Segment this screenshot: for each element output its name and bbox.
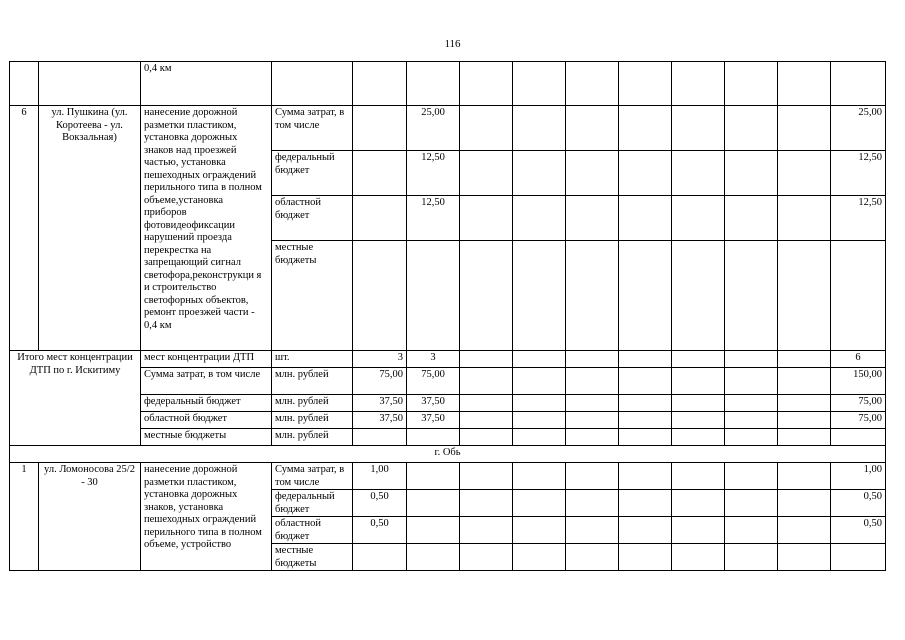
row-number: 6 — [10, 106, 39, 351]
value-cell — [778, 196, 831, 241]
value-cell — [672, 395, 725, 412]
value-cell — [725, 463, 778, 490]
value-cell — [619, 196, 672, 241]
value-cell — [725, 395, 778, 412]
table-row — [10, 463, 886, 490]
value-cell — [725, 544, 778, 571]
value-cell — [407, 490, 460, 517]
value-cell — [566, 106, 619, 151]
value-cell: 75,00 — [407, 368, 460, 395]
value-cell — [460, 151, 513, 196]
value-cell — [460, 351, 513, 368]
total-cell — [831, 429, 886, 446]
value-cell — [513, 151, 566, 196]
location-name: ул. Ломоносова 25/2 - 30 — [39, 463, 141, 571]
value-cell — [725, 196, 778, 241]
value-cell — [407, 241, 460, 351]
table-cell — [566, 62, 619, 106]
value-cell — [619, 368, 672, 395]
table-row — [10, 62, 886, 106]
table-cell — [10, 62, 39, 106]
total-cell — [831, 241, 886, 351]
table-cell — [778, 62, 831, 106]
value-cell — [460, 196, 513, 241]
table-cell — [831, 62, 886, 106]
value-cell — [460, 241, 513, 351]
value-cell — [672, 429, 725, 446]
table-cell — [353, 62, 407, 106]
table-cell — [619, 62, 672, 106]
total-label: Сумма затрат, в том числе — [141, 368, 272, 395]
value-cell — [566, 544, 619, 571]
value-cell: 1,00 — [353, 463, 407, 490]
table-row — [10, 395, 886, 412]
value-cell — [566, 429, 619, 446]
value-cell — [407, 517, 460, 544]
value-cell — [619, 490, 672, 517]
value-cell — [566, 151, 619, 196]
total-title: Итого мест концентрации ДТП по г. Искитиму — [10, 351, 141, 446]
value-cell — [619, 351, 672, 368]
value-cell — [460, 429, 513, 446]
value-cell — [619, 429, 672, 446]
value-cell — [619, 106, 672, 151]
value-cell — [725, 351, 778, 368]
value-cell: 25,00 — [407, 106, 460, 151]
value-cell — [513, 429, 566, 446]
value-cell — [566, 517, 619, 544]
table-row — [10, 106, 886, 151]
table-row — [10, 429, 886, 446]
value-cell — [725, 368, 778, 395]
unit-cell: млн. рублей — [272, 429, 353, 446]
value-cell — [460, 106, 513, 151]
value-cell — [672, 196, 725, 241]
value-cell — [672, 517, 725, 544]
value-cell — [566, 412, 619, 429]
value-cell — [460, 463, 513, 490]
value-cell — [353, 151, 407, 196]
value-cell — [778, 368, 831, 395]
value-cell — [672, 412, 725, 429]
value-cell — [566, 490, 619, 517]
table-row — [10, 368, 886, 395]
cost-label: Сумма затрат, в том числе — [272, 106, 353, 151]
page-number: 116 — [444, 38, 461, 50]
value-cell — [513, 544, 566, 571]
cost-label: областной бюджет — [272, 517, 353, 544]
value-cell — [353, 241, 407, 351]
value-cell — [460, 412, 513, 429]
value-cell — [778, 395, 831, 412]
section-title: г. Обь — [10, 446, 886, 463]
total-cell: 0,50 — [831, 517, 886, 544]
value-cell — [513, 395, 566, 412]
value-cell — [725, 429, 778, 446]
value-cell: 75,00 — [353, 368, 407, 395]
total-cell: 12,50 — [831, 196, 886, 241]
cost-label: федеральный бюджет — [272, 490, 353, 517]
value-cell — [672, 351, 725, 368]
total-cell: 12,50 — [831, 151, 886, 196]
value-cell: 12,50 — [407, 151, 460, 196]
measure-tail: 0,4 км — [141, 62, 272, 106]
table-cell — [39, 62, 141, 106]
unit-cell: млн. рублей — [272, 412, 353, 429]
value-cell — [513, 368, 566, 395]
value-cell: 3 — [407, 351, 460, 368]
value-cell — [513, 241, 566, 351]
measures-text: нанесение дорожной разметки пластиком, установка дорожных знаков над проезжей частью, установка пешеходных ограждений перильного типа в полном объеме,установка приборов фотовидеофиксации нарушений проезда перекрестка на запрещающий сигнал светофора,реконструкци я и строительство светофорных объектов, ремонт проезжей части - 0,4 км — [141, 106, 272, 351]
value-cell — [566, 241, 619, 351]
value-cell — [353, 196, 407, 241]
value-cell — [778, 463, 831, 490]
cost-label: федеральный бюджет — [272, 151, 353, 196]
program-table — [9, 61, 886, 571]
value-cell: 12,50 — [407, 196, 460, 241]
value-cell — [778, 241, 831, 351]
value-cell — [619, 517, 672, 544]
value-cell — [672, 151, 725, 196]
value-cell — [566, 368, 619, 395]
value-cell — [619, 241, 672, 351]
value-cell — [778, 106, 831, 151]
value-cell — [725, 412, 778, 429]
value-cell — [778, 412, 831, 429]
total-cell — [831, 544, 886, 571]
value-cell — [566, 395, 619, 412]
value-cell — [672, 368, 725, 395]
cost-label: местные бюджеты — [272, 544, 353, 571]
value-cell — [460, 368, 513, 395]
total-cell: 75,00 — [831, 412, 886, 429]
table-row — [10, 412, 886, 429]
total-label: областной бюджет — [141, 412, 272, 429]
value-cell: 0,50 — [353, 490, 407, 517]
total-label: федеральный бюджет — [141, 395, 272, 412]
value-cell — [619, 412, 672, 429]
table-cell — [272, 62, 353, 106]
value-cell — [407, 429, 460, 446]
value-cell — [672, 106, 725, 151]
unit-cell: млн. рублей — [272, 395, 353, 412]
value-cell — [407, 463, 460, 490]
value-cell — [460, 490, 513, 517]
unit-cell: млн. рублей — [272, 368, 353, 395]
row-number: 1 — [10, 463, 39, 571]
value-cell — [513, 351, 566, 368]
value-cell — [778, 351, 831, 368]
value-cell — [778, 490, 831, 517]
total-label: местные бюджеты — [141, 429, 272, 446]
measures-text: нанесение дорожной разметки пластиком, установка дорожных знаков, установка пешеходных ограждений перильного типа в полном объеме, устройство — [141, 463, 272, 571]
value-cell — [407, 544, 460, 571]
table-row — [10, 351, 886, 368]
cost-label: местные бюджеты — [272, 241, 353, 351]
value-cell — [725, 241, 778, 351]
value-cell — [353, 429, 407, 446]
location-name: ул. Пушкина (ул. Коротеева - ул. Вокзальная) — [39, 106, 141, 351]
value-cell — [725, 106, 778, 151]
value-cell — [619, 151, 672, 196]
total-cell: 0,50 — [831, 490, 886, 517]
table-cell — [725, 62, 778, 106]
value-cell: 37,50 — [407, 412, 460, 429]
table-row — [10, 446, 886, 463]
value-cell — [353, 106, 407, 151]
value-cell — [672, 490, 725, 517]
value-cell — [566, 351, 619, 368]
value-cell — [672, 241, 725, 351]
table-cell — [672, 62, 725, 106]
value-cell — [778, 517, 831, 544]
value-cell: 37,50 — [353, 395, 407, 412]
value-cell — [460, 544, 513, 571]
total-cell: 6 — [831, 351, 886, 368]
value-cell — [513, 517, 566, 544]
total-cell: 25,00 — [831, 106, 886, 151]
cost-label: областной бюджет — [272, 196, 353, 241]
total-label: мест концентрации ДТП — [141, 351, 272, 368]
table-cell — [407, 62, 460, 106]
value-cell — [778, 544, 831, 571]
value-cell — [460, 517, 513, 544]
value-cell: 37,50 — [407, 395, 460, 412]
value-cell: 37,50 — [353, 412, 407, 429]
value-cell — [513, 490, 566, 517]
total-cell: 150,00 — [831, 368, 886, 395]
value-cell — [566, 196, 619, 241]
value-cell — [513, 463, 566, 490]
value-cell — [672, 544, 725, 571]
value-cell — [619, 395, 672, 412]
value-cell — [725, 517, 778, 544]
value-cell — [566, 463, 619, 490]
value-cell — [672, 463, 725, 490]
value-cell — [619, 463, 672, 490]
value-cell — [619, 544, 672, 571]
total-cell: 75,00 — [831, 395, 886, 412]
value-cell — [513, 106, 566, 151]
table-cell — [460, 62, 513, 106]
value-cell — [778, 429, 831, 446]
total-cell: 1,00 — [831, 463, 886, 490]
value-cell: 3 — [353, 351, 407, 368]
value-cell — [725, 490, 778, 517]
value-cell — [778, 151, 831, 196]
value-cell — [460, 395, 513, 412]
cost-label: Сумма затрат, в том числе — [272, 463, 353, 490]
value-cell — [353, 544, 407, 571]
table-cell — [513, 62, 566, 106]
unit-cell: шт. — [272, 351, 353, 368]
value-cell — [513, 196, 566, 241]
value-cell — [513, 412, 566, 429]
value-cell: 0,50 — [353, 517, 407, 544]
value-cell — [725, 151, 778, 196]
